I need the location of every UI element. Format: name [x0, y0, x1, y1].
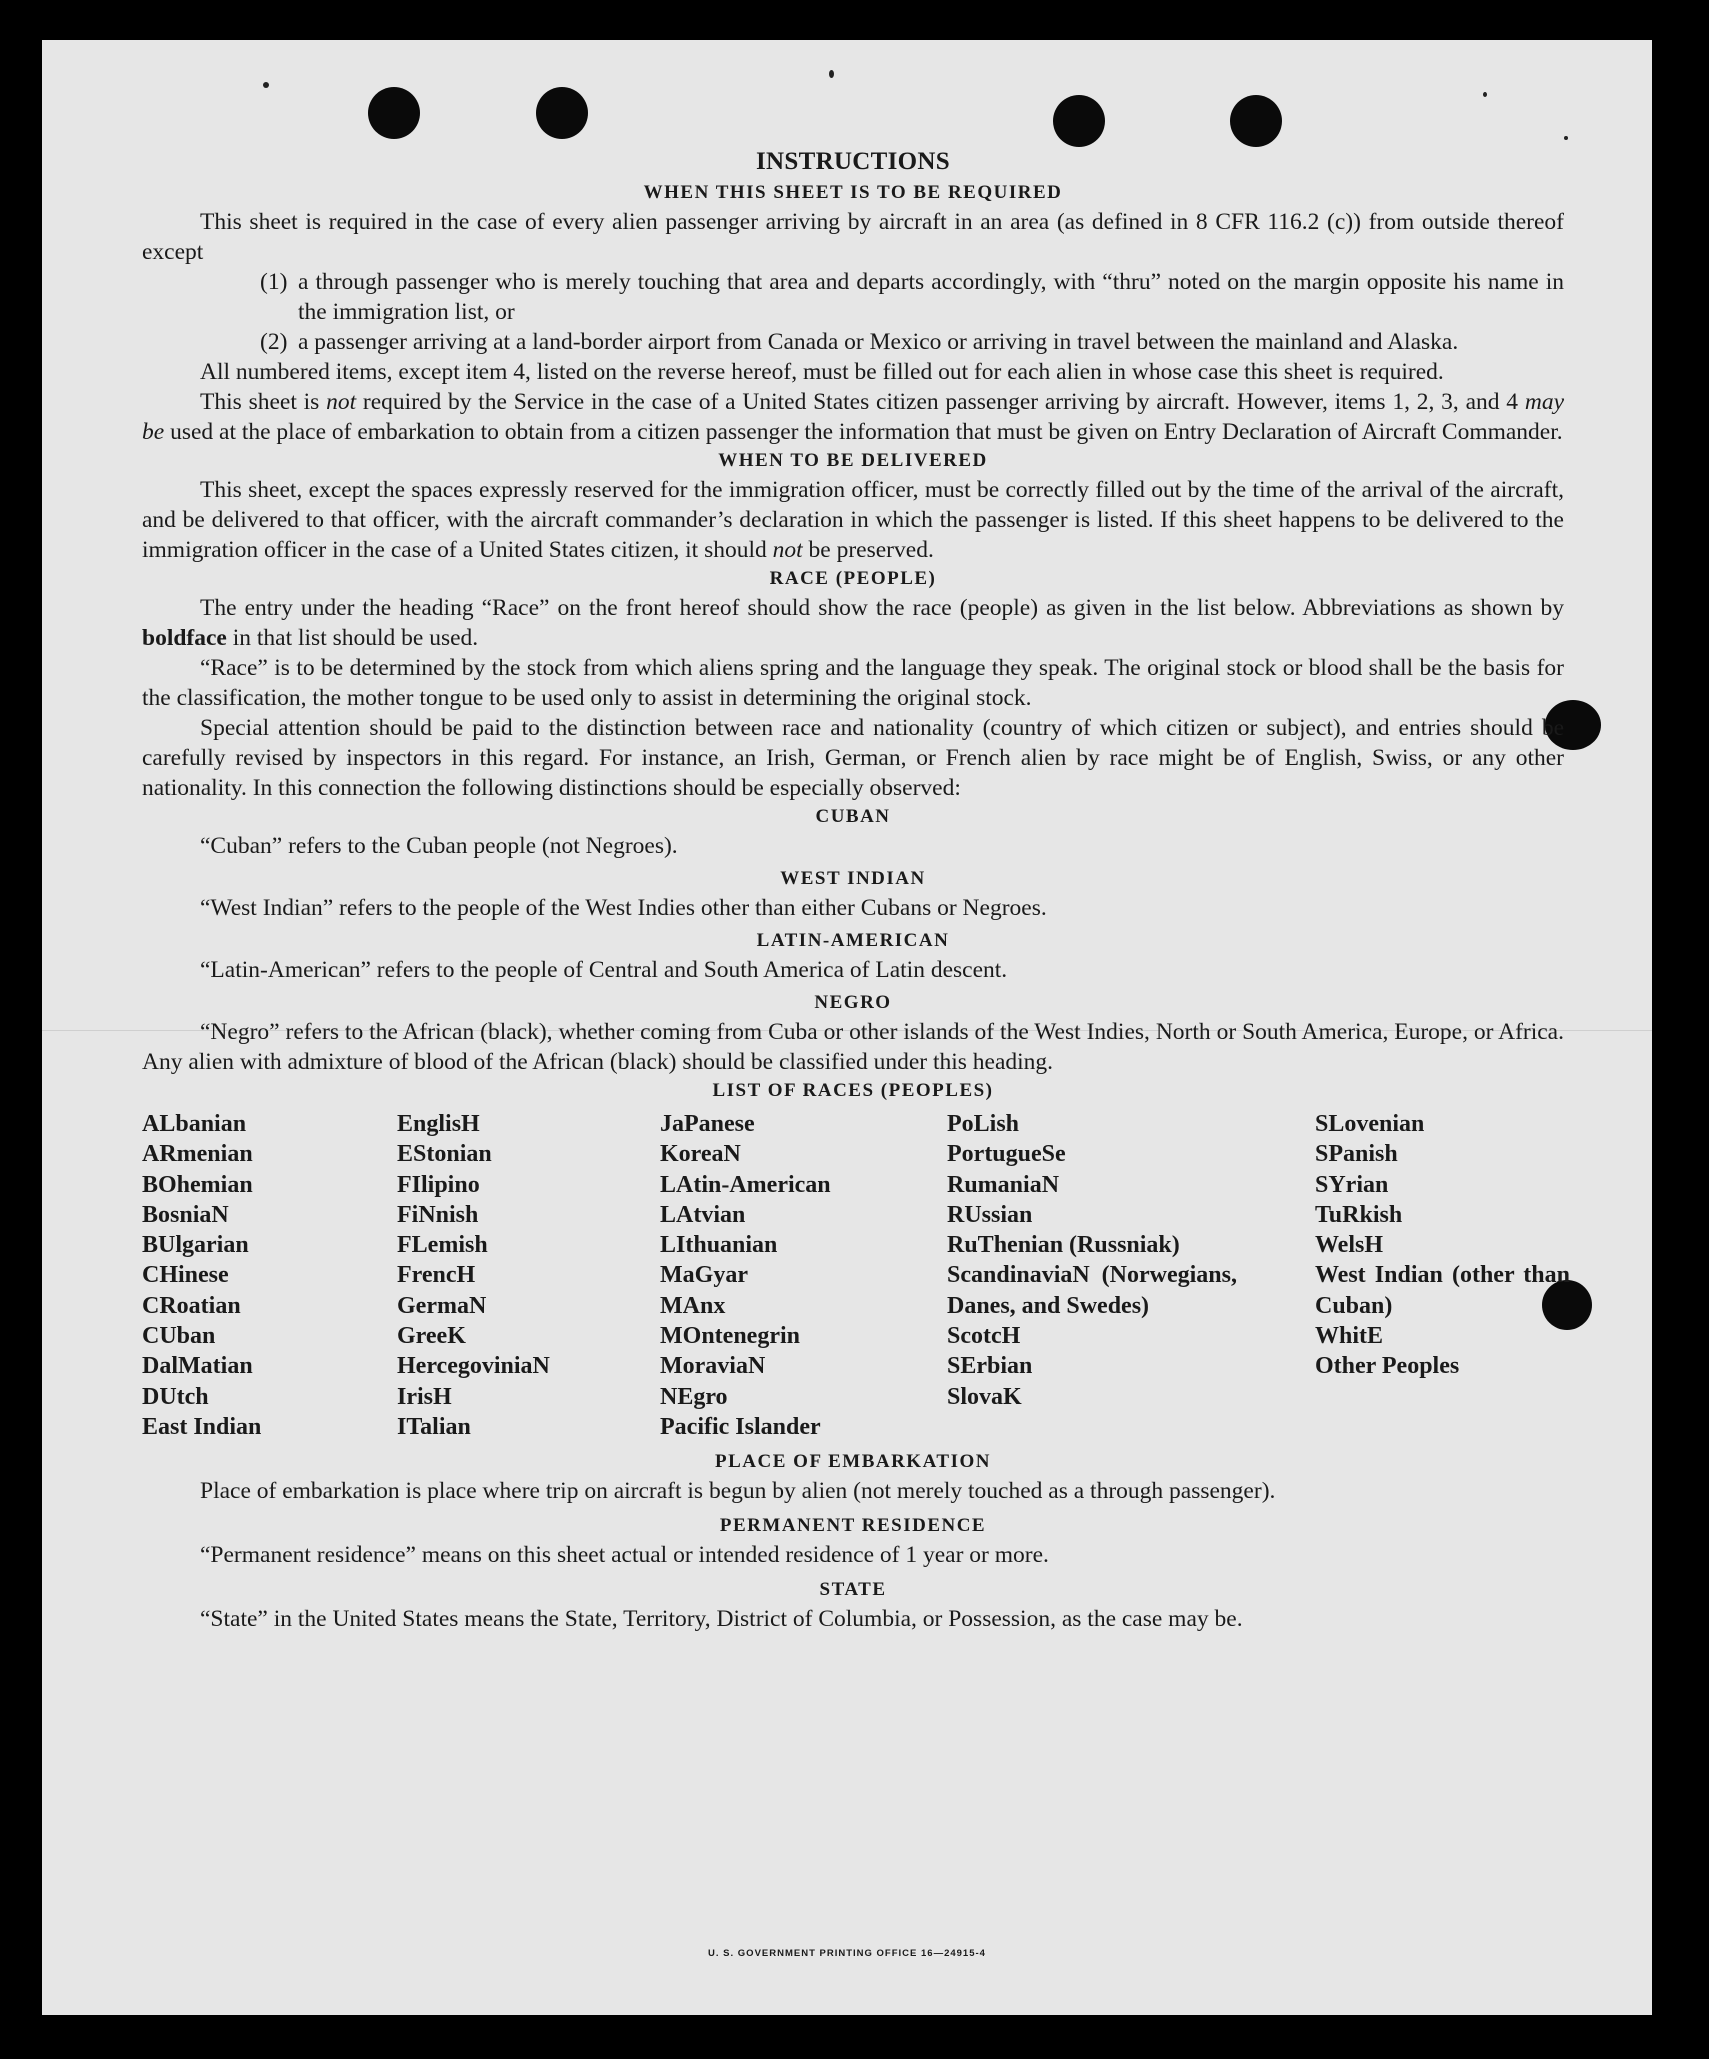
race-entry: Pacific Islander — [660, 1413, 821, 1440]
race-entry: MaGyar — [660, 1262, 748, 1289]
races-list — [142, 1109, 1570, 1442]
section-heading-when-delivered: WHEN TO BE DELIVERED — [718, 450, 988, 471]
race-entry: SErbian — [947, 1353, 1033, 1380]
paragraph: “Negro” refers to the African (black), whether coming from Cuba or other islands of the West Indies, North or South America, Europe, or Africa. Any alien with admixture of blood of the African (black) should be classified under this heading. — [142, 1019, 1564, 1075]
item-text: a through passenger who is merely touching that area and departs accordingly, with “thru” noted on the margin opposite his name in the immigration list, or — [298, 269, 1564, 325]
race-entry: FIlipino — [397, 1171, 480, 1198]
paragraph: Special attention should be paid to the distinction between race and nationality (country of which citizen or subject), and entries should be carefully revised by inspectors in this regard. For instance, an Irish, German, or French alien by race might be of English, Swiss, or any other nationality. In this connection the following distinctions should be especially observed: — [142, 715, 1564, 801]
race-entry: East Indian — [142, 1413, 262, 1440]
punch-hole — [368, 87, 420, 139]
section-heading-cuban: CUBAN — [815, 806, 891, 827]
list-item — [260, 267, 1564, 327]
punch-hole — [1053, 95, 1105, 147]
italic-run: not — [772, 537, 803, 563]
text-run: This sheet is — [200, 389, 327, 415]
speck — [829, 70, 834, 78]
section-heading-negro: NEGRO — [814, 992, 892, 1013]
race-entry: BUlgarian — [142, 1232, 249, 1259]
race-entry: ScandinaviaN (Norwegians, Danes, and Swedes) — [947, 1262, 1237, 1319]
document-page — [42, 40, 1652, 2015]
races-group — [1315, 1321, 1564, 1382]
race-entry: PortugueSe — [947, 1141, 1066, 1168]
race-entry: CUban — [142, 1323, 216, 1350]
italic-run: may be — [142, 389, 1564, 445]
bold-run: boldface — [142, 625, 227, 651]
section-heading-race: RACE (PEOPLE) — [769, 568, 937, 589]
race-entry: ScotcH — [947, 1323, 1021, 1350]
section-heading-latin-american: LATIN-AMERICAN — [756, 930, 950, 951]
race-entry: SYrian — [1315, 1171, 1389, 1198]
race-entry: SPanish — [1315, 1141, 1398, 1168]
race-entry: EnglisH — [397, 1111, 480, 1137]
race-entry: FrencH — [397, 1262, 476, 1289]
race-entry: RUssian — [947, 1201, 1033, 1228]
race-entry: ITalian — [397, 1413, 471, 1440]
race-entry: DalMatian — [142, 1353, 253, 1380]
race-entry: PoLish — [947, 1111, 1020, 1137]
race-entry: FLemish — [397, 1232, 488, 1259]
paragraph: “Cuban” refers to the Cuban people (not Negroes). — [200, 833, 678, 859]
race-entry: West Indian (other than Cuban) — [1315, 1262, 1570, 1319]
speck — [1483, 92, 1487, 97]
race-entry: LAtvian — [660, 1201, 746, 1228]
races-column — [1315, 1109, 1570, 1442]
section-heading-permanent-residence: PERMANENT RESIDENCE — [719, 1515, 987, 1537]
paragraph: “Race” is to be determined by the stock from which aliens spring and the language they speak. The original stock or blood shall be the basis for the classification, the mother tongue to be used only to assist in determining the original stock. — [142, 655, 1564, 711]
paragraph: All numbered items, except item 4, listed on the reverse hereof, must be filled out for each alien in whose case this sheet is required. — [200, 359, 1444, 385]
item-number: (2) — [260, 329, 288, 355]
race-entry: ALbanian — [142, 1111, 247, 1137]
paragraph: “Latin-American” refers to the people of Central and South America of Latin descent. — [200, 957, 1008, 983]
page-title: INSTRUCTIONS — [756, 148, 950, 175]
instructions-body — [142, 145, 1570, 1634]
speck — [1564, 136, 1568, 140]
race-entry: LAtin-American — [660, 1171, 831, 1198]
race-entry: FiNnish — [397, 1201, 479, 1228]
race-entry: CRoatian — [142, 1292, 241, 1319]
race-entry: CHinese — [142, 1262, 229, 1289]
text-run: used at the place of embarkation to obtain from a citizen passenger the information that must be given on Entry Declaration of Aircraft Commander. — [164, 419, 1563, 445]
section-heading-embarkation: PLACE OF EMBARKATION — [715, 1451, 991, 1473]
race-entry: BosniaN — [142, 1201, 229, 1228]
italic-run: not — [326, 389, 357, 415]
paragraph: This sheet is required in the case of every alien passenger arriving by aircraft in an area (as defined in 8 CFR 116.2 (c)) from outside thereof except — [142, 209, 1564, 265]
race-entry: TuRkish — [1315, 1201, 1403, 1228]
paragraph: “Permanent residence” means on this sheet actual or intended residence of 1 year or more. — [200, 1542, 1049, 1569]
race-entry: EStonian — [397, 1141, 492, 1168]
text-run: in that list should be used. — [226, 625, 479, 651]
race-entry: RumaniaN — [947, 1171, 1060, 1198]
paragraph — [142, 387, 1564, 447]
race-entry: GreeK — [397, 1323, 466, 1350]
list-item — [260, 327, 1564, 357]
section-heading-when-required: WHEN THIS SHEET IS TO BE REQUIRED — [643, 182, 1063, 203]
item-text: a passenger arriving at a land-border airport from Canada or Mexico or arriving in travel between the mainland and Alaska. — [298, 329, 1459, 355]
race-entry: MoraviaN — [660, 1353, 766, 1380]
text-run: The entry under the heading “Race” on the front hereof should show the race (people) as given in the list below. Abbreviations as shown by — [200, 595, 1564, 621]
races-group — [947, 1321, 1315, 1412]
race-entry: SLovenian — [1315, 1111, 1425, 1137]
race-entry: KoreaN — [660, 1141, 741, 1168]
races-column — [142, 1109, 397, 1442]
section-heading-west-indian: WEST INDIAN — [780, 868, 926, 889]
race-entry: DUtch — [142, 1383, 209, 1410]
race-entry: WelsH — [1315, 1232, 1384, 1259]
race-entry: MOntenegrin — [660, 1323, 800, 1350]
printer-imprint: U. S. GOVERNMENT PRINTING OFFICE 16—24915-4 — [708, 1948, 986, 1959]
race-entry: WhitE — [1315, 1323, 1384, 1350]
paragraph: Place of embarkation is place where trip on aircraft is begun by alien (not merely touched as a through passenger). — [200, 1478, 1276, 1505]
race-entry: JaPanese — [660, 1111, 755, 1137]
paragraph: “West Indian” refers to the people of the West Indies other than either Cubans or Negroes. — [200, 895, 1047, 921]
races-column — [397, 1109, 660, 1442]
race-entry: LIthuanian — [660, 1232, 778, 1259]
races-column — [947, 1109, 1315, 1442]
race-entry: ARmenian — [142, 1141, 253, 1168]
race-entry: MAnx — [660, 1292, 726, 1319]
race-entry: IrisH — [397, 1383, 452, 1410]
races-column — [660, 1109, 947, 1442]
section-heading-state: STATE — [819, 1579, 887, 1601]
item-number: (1) — [260, 269, 288, 295]
race-entry: GermaN — [397, 1292, 487, 1319]
paragraph — [142, 475, 1564, 565]
race-entry: BOhemian — [142, 1171, 253, 1198]
punch-hole — [536, 87, 588, 139]
race-entry: RuThenian (Russniak) — [947, 1232, 1180, 1259]
text-run: required by the Service in the case of a United States citizen passenger arriving by aircraft. However, items 1, 2, 3, and 4 — [356, 389, 1525, 415]
punch-hole — [1230, 95, 1282, 147]
paragraph: “State” in the United States means the State, Territory, District of Columbia, or Possession, as the case may be. — [200, 1606, 1243, 1633]
races-group — [1315, 1109, 1564, 1260]
text-run: be preserved. — [802, 537, 934, 563]
race-entry: Other Peoples — [1315, 1353, 1460, 1380]
races-group — [947, 1109, 1315, 1260]
race-entry: HercegoviniaN — [397, 1353, 550, 1380]
speck — [263, 82, 269, 88]
section-heading-list-of-races: LIST OF RACES (PEOPLES) — [712, 1080, 994, 1101]
race-entry: SlovaK — [947, 1383, 1022, 1410]
race-entry: NEgro — [660, 1383, 728, 1410]
text-run: This sheet, except the spaces expressly reserved for the immigration officer, must be correctly filled out by the time of the arrival of the aircraft, and be delivered to that officer, with the aircraft commander’s declaration in which the passenger is listed. If this sheet happens to be delivered to the immigration officer in the case of a United States citizen, it should — [142, 477, 1564, 563]
paragraph — [142, 593, 1564, 653]
